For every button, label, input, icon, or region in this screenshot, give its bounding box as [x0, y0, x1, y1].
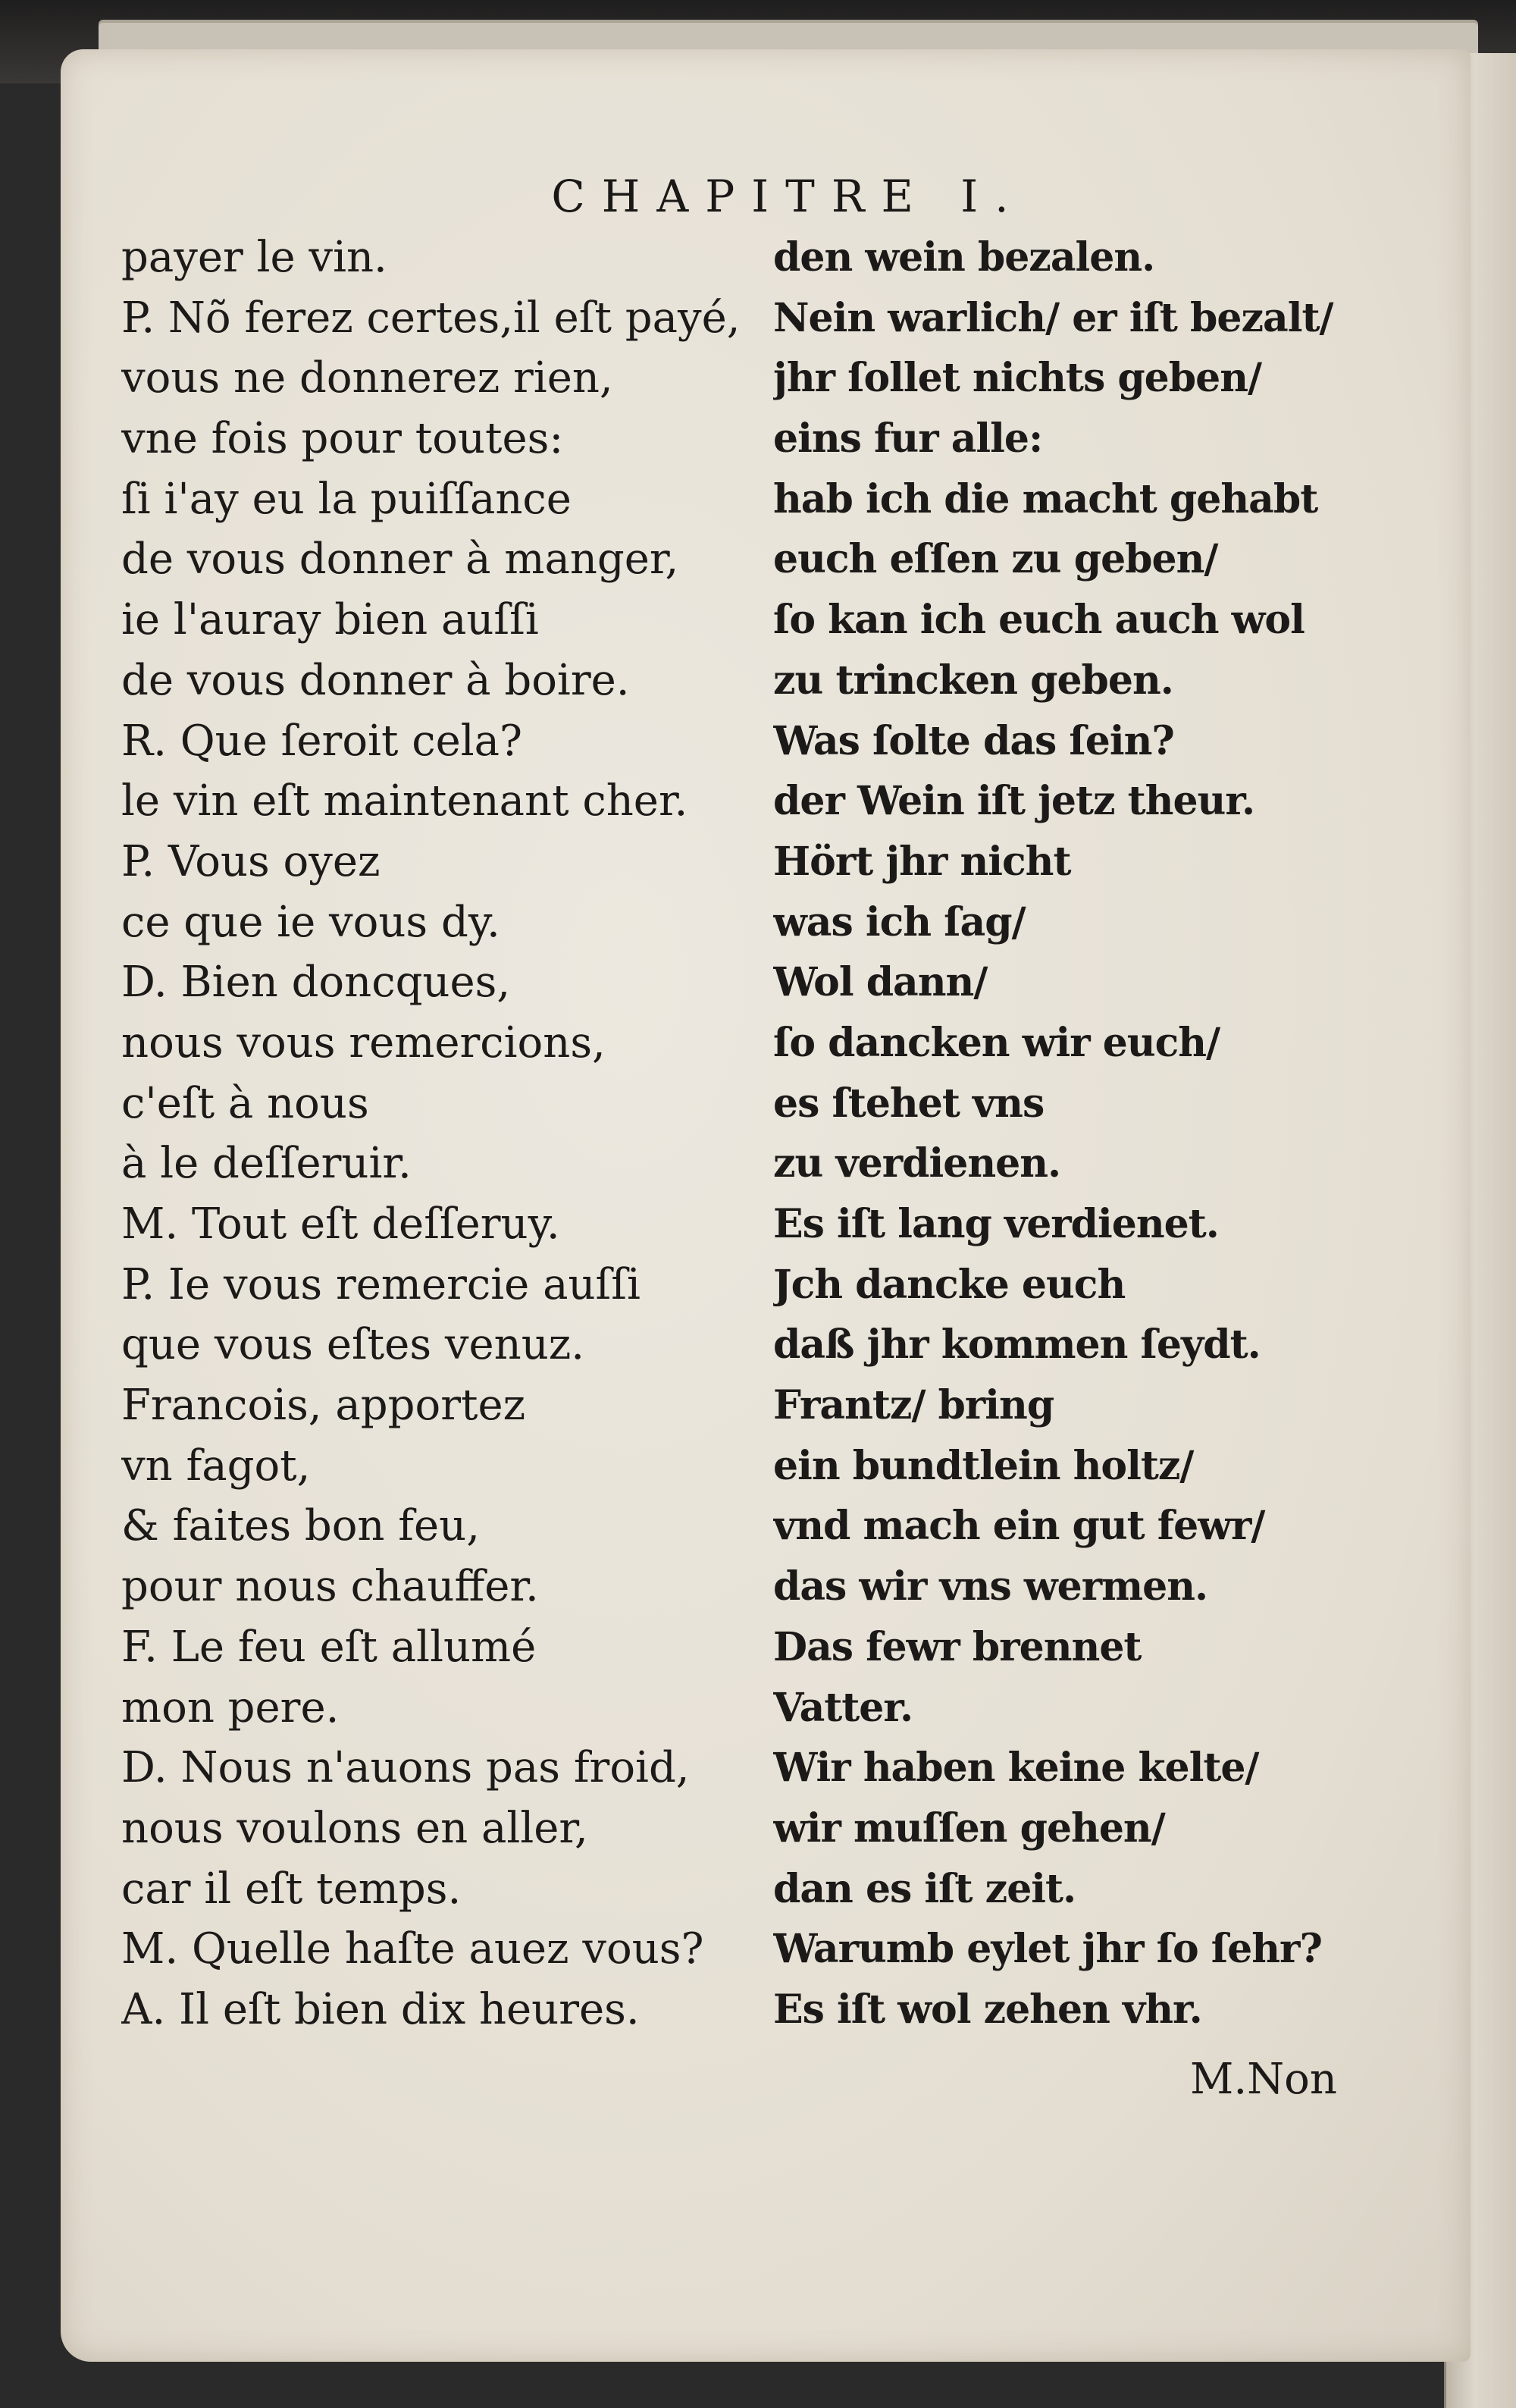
french-text-line: vous ne donnerez rien, [121, 353, 613, 403]
german-text-line: Frantz/ bring [773, 1382, 1054, 1429]
german-text-line: Nein warlich/ er iſt bezalt/ [773, 294, 1333, 341]
german-text-line: Was ſolte das ſein? [773, 717, 1174, 764]
french-text-line: ce que ie vous dy. [121, 897, 500, 947]
chapter-heading: CHAPITRE I. [551, 171, 1026, 222]
german-text-line: eins fur alle: [773, 415, 1043, 462]
german-text-line: jhr ſollet nichts geben/ [773, 355, 1262, 402]
german-text-line: zu verdienen. [773, 1140, 1061, 1187]
german-text-line: Das fewr brennet [773, 1623, 1142, 1670]
french-text-line: payer le vin. [121, 233, 387, 282]
german-text-line: Wol dann/ [773, 959, 988, 1006]
french-text-line: M. Quelle haſte auez vous? [121, 1924, 704, 1974]
french-text-line: R. Que ſeroit cela? [121, 716, 523, 766]
german-text-line: ſo dancken wir euch/ [773, 1019, 1220, 1066]
french-text-line: nous vous remercions, [121, 1017, 606, 1068]
german-text-line: es ſtehet vns [773, 1080, 1045, 1127]
german-text-line: Warumb eylet jhr ſo ſehr? [773, 1926, 1322, 1973]
german-text-line: das wir vns wermen. [773, 1563, 1208, 1610]
french-text-line: vne fois pour toutes: [121, 414, 564, 464]
german-text-line: Wir haben keine kelte/ [773, 1745, 1259, 1792]
french-text-line: que vous eſtes venuz. [121, 1320, 585, 1370]
french-text-line: ſi i'ay eu la puiſſance [121, 474, 572, 524]
french-text-line: F. Le feu eſt allumé [121, 1622, 537, 1672]
german-text-line: ſo kan ich euch auch wol [773, 597, 1305, 644]
german-text-line: Vatter. [773, 1684, 913, 1731]
german-text-line: zu trincken geben. [773, 657, 1173, 704]
german-text-line: daß jhr kommen ſeydt. [773, 1322, 1261, 1369]
french-text-line: de vous donner à boire. [121, 655, 630, 705]
german-text-line: Jch dancke euch [773, 1261, 1126, 1308]
german-text-line: was ich ſag/ [773, 898, 1026, 945]
french-text-line: nous voulons en aller, [121, 1803, 588, 1853]
french-text-line: de vous donner à manger, [121, 535, 679, 585]
german-text-line: vnd mach ein gut fewr/ [773, 1503, 1265, 1550]
french-text-line: le vin eſt maintenant cher. [121, 776, 688, 826]
french-text-line: mon pere. [121, 1682, 340, 1732]
french-text-line: D. Nous n'auons pas froid, [121, 1743, 690, 1793]
german-text-line: ein bundtlein holtz/ [773, 1442, 1194, 1489]
french-text-line: ie l'auray bien auſſi [121, 595, 539, 645]
german-text-line: den wein bezalen. [773, 234, 1155, 281]
french-text-line: Francois, apportez [121, 1381, 526, 1431]
french-text-line: à le deſſeruir. [121, 1139, 412, 1189]
german-text-line: Es iſt wol zehen vhr. [773, 1986, 1202, 2033]
french-text-line: c'eſt à nous [121, 1078, 369, 1128]
german-column [773, 227, 1410, 2040]
french-text-line: P. Vous oyez [121, 836, 381, 886]
german-text-line: der Wein iſt jetz theur. [773, 778, 1255, 825]
french-text-line: A. Il eſt bien dix heures. [121, 1984, 640, 2034]
french-text-line: D. Bien doncques, [121, 958, 511, 1008]
french-text-line: M. Tout eſt deſſeruy. [121, 1199, 560, 1249]
french-column [121, 227, 781, 2040]
french-text-line: & faites bon feu, [121, 1501, 481, 1551]
catchword: M.Non [1190, 2055, 1337, 2104]
german-text-line: dan es iſt zeit. [773, 1865, 1076, 1912]
german-text-line: Es iſt lang verdienet. [773, 1201, 1219, 1247]
german-text-line: Hört jhr nicht [773, 838, 1071, 885]
french-text-line: car il eſt temps. [121, 1864, 462, 1914]
french-text-line: P. Nõ ferez certes,il eſt payé, [121, 293, 741, 343]
german-text-line: euch eſſen zu geben/ [773, 536, 1218, 583]
french-text-line: P. Ie vous remercie auſſi [121, 1259, 641, 1309]
german-text-line: hab ich die macht gehabt [773, 475, 1318, 522]
german-text-line: wir muſſen gehen/ [773, 1804, 1165, 1851]
french-text-line: pour nous chauffer. [121, 1562, 539, 1612]
french-text-line: vn fagot, [121, 1441, 311, 1491]
